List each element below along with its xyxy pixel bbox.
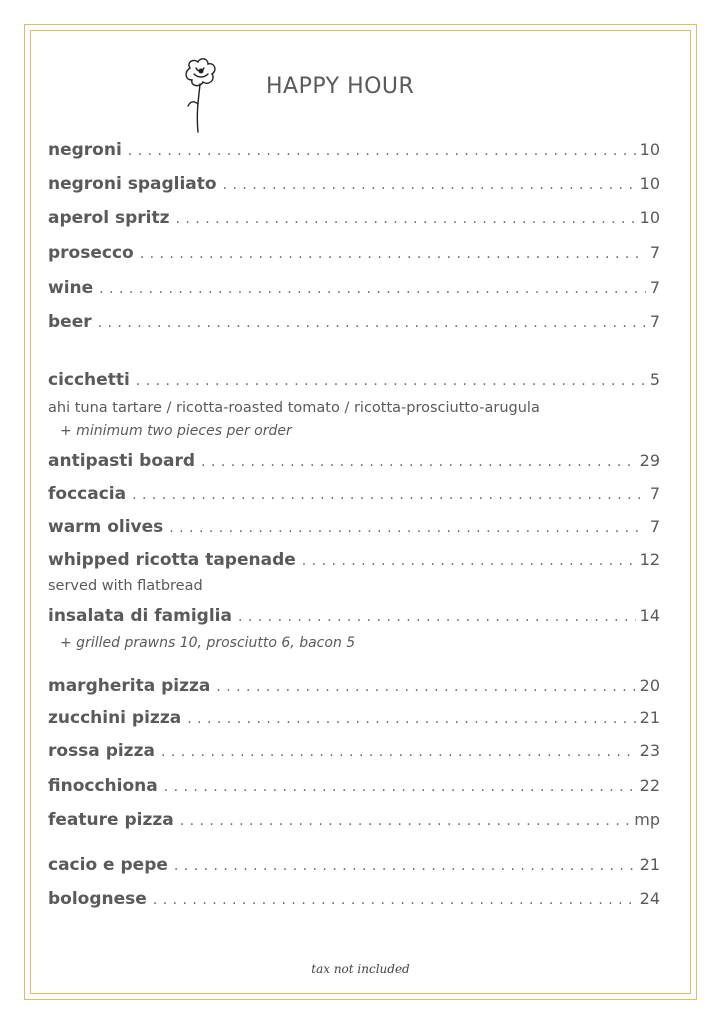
item-price: 21	[639, 708, 660, 727]
leader-dots	[180, 813, 631, 829]
item-price: 23	[639, 741, 660, 760]
item-name: aperol spritz	[48, 208, 170, 228]
item-price: 10	[639, 174, 660, 193]
leader-dots	[176, 211, 636, 227]
item-price: mp	[634, 810, 660, 829]
item-name: zucchini pizza	[48, 708, 182, 728]
item-price: 7	[649, 243, 660, 262]
leader-dots	[164, 779, 636, 795]
item-name: warm olives	[48, 517, 164, 537]
item-note: + minimum two pieces per order	[60, 423, 292, 439]
item-price: 7	[649, 278, 660, 297]
leader-dots	[98, 315, 646, 331]
menu-item	[48, 370, 660, 394]
item-name: feature pizza	[48, 810, 174, 830]
leader-dots	[187, 711, 635, 727]
leader-dots	[238, 609, 636, 625]
item-price: 21	[639, 855, 660, 874]
item-price: 12	[639, 550, 660, 569]
leader-dots	[201, 454, 636, 470]
menu-item	[48, 451, 660, 475]
item-name: negroni	[48, 140, 122, 160]
menu-item	[48, 174, 660, 198]
menu-item	[48, 140, 660, 164]
item-name: finocchiona	[48, 776, 158, 796]
menu-item	[48, 708, 660, 732]
leader-dots	[153, 892, 636, 908]
item-name: margherita pizza	[48, 676, 211, 696]
leader-dots	[132, 487, 646, 503]
menu-item	[48, 278, 660, 302]
item-price: 7	[649, 484, 660, 503]
leader-dots	[99, 281, 646, 297]
menu-item	[48, 855, 660, 879]
tax-note: tax not included	[311, 962, 410, 976]
page-title: HAPPY HOUR	[266, 74, 415, 99]
menu-item	[48, 889, 660, 913]
item-name: insalata di famiglia	[48, 606, 232, 626]
item-price: 24	[639, 889, 660, 908]
item-name: cacio e pepe	[48, 855, 168, 875]
item-name: beer	[48, 312, 92, 332]
menu-item	[48, 776, 660, 800]
menu-item	[48, 606, 660, 630]
item-price: 10	[639, 208, 660, 227]
item-name: foccacia	[48, 484, 127, 504]
leader-dots	[140, 246, 646, 262]
menu-item	[48, 517, 660, 541]
menu-item	[48, 676, 660, 700]
menu-item	[48, 312, 660, 336]
poppy-flower-icon	[176, 56, 226, 136]
item-price: 20	[639, 676, 660, 695]
menu-item	[48, 243, 660, 267]
item-name: bolognese	[48, 889, 147, 909]
menu-item	[48, 484, 660, 508]
item-name: rossa pizza	[48, 741, 155, 761]
item-name: cicchetti	[48, 370, 130, 390]
menu-item	[48, 550, 660, 574]
item-name: whipped ricotta tapenade	[48, 550, 296, 570]
item-price: 5	[649, 370, 660, 389]
leader-dots	[161, 744, 636, 760]
item-description: ahi tuna tartare / ricotta-roasted tomato / ricotta-prosciutto-arugula	[48, 400, 540, 416]
item-price: 14	[639, 606, 660, 625]
item-price: 29	[639, 451, 660, 470]
menu-item	[48, 741, 660, 765]
leader-dots	[216, 679, 635, 695]
menu-item	[48, 810, 660, 834]
leader-dots	[223, 177, 636, 193]
item-price: 7	[649, 312, 660, 331]
item-price: 7	[649, 517, 660, 536]
item-name: prosecco	[48, 243, 134, 263]
item-description: served with flatbread	[48, 578, 203, 594]
item-name: antipasti board	[48, 451, 196, 471]
menu-item	[48, 208, 660, 232]
item-name: negroni spagliato	[48, 174, 217, 194]
leader-dots	[169, 520, 646, 536]
leader-dots	[136, 373, 646, 389]
leader-dots	[128, 143, 636, 159]
item-price: 22	[639, 776, 660, 795]
item-note: + grilled prawns 10, prosciutto 6, bacon 5	[60, 635, 356, 651]
item-name: wine	[48, 278, 94, 298]
leader-dots	[174, 858, 636, 874]
item-price: 10	[639, 140, 660, 159]
leader-dots	[302, 553, 636, 569]
